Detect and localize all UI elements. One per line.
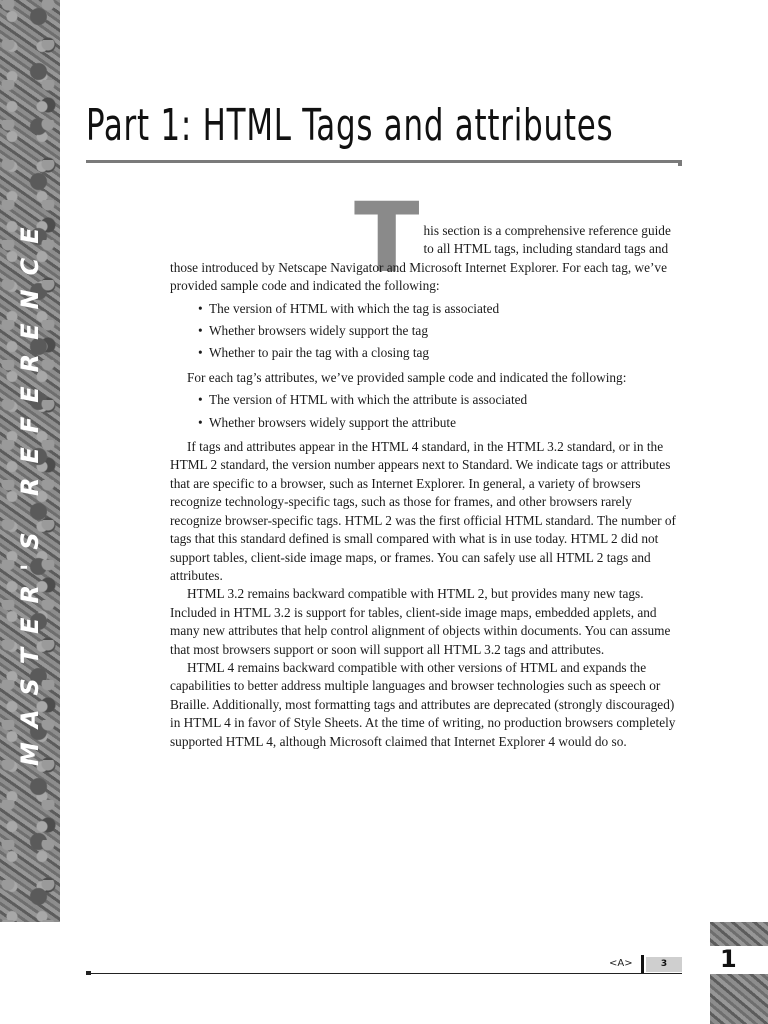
section-tab-number: 1 (720, 945, 737, 973)
heading-divider-tick (678, 160, 682, 166)
intro-text: his section is a comprehensive reference guide to all HTML tags, including standard tags and those introduced by Netscape Navigator and Microsoft Internet Explorer. For each tag, we’ve provided sample code and indicated the following: (170, 223, 671, 294)
section-tab-label-bg (710, 946, 768, 974)
heading-divider (86, 160, 682, 163)
page-number: 3 (646, 957, 682, 972)
paragraph: HTML 3.2 remains backward compatible with HTML 2, but provides many new tags. Included in HTML 3.2 is support for tables, client-side image maps, embedded applets, and many new attributes that help control alignment of objects within documents. You can assume that most browsers support or soon will support all HTML 3.2 tags and attributes. (170, 586, 671, 657)
paragraph: If tags and attributes appear in the HTML 4 standard, in the HTML 3.2 standard, or in the HTML 2 standard, the version number appears next to Standard. We indicate tags or attributes that are specific to a browser, such as Internet Explorer. In general, a variety of browsers recognize technology-specific tags, such as those for frames, and other browsers rarely recognize browser-specific tags. HTML 2 was the first official HTML standard. The number of tags that this standard defined is small compared with what is in use today. HTML 2 did not support tables, client-side image maps, or frames. You can safely use all HTML 2 tags and attributes. (170, 439, 676, 583)
list-item: • Whether browsers widely support the tag (198, 322, 682, 340)
attributes-intro: For each tag’s attributes, we’ve provided sample code and indicated the following: (187, 369, 627, 385)
intro-paragraph (170, 182, 682, 296)
sidebar-title: MASTER'S REFERENCE (16, 213, 44, 767)
footer-separator (641, 955, 644, 973)
footer-divider-tick (86, 971, 91, 975)
footer-section-tag: <A> (609, 958, 633, 969)
page-title: Part 1: HTML Tags and attributes (86, 100, 614, 151)
article-body (170, 182, 682, 751)
list-item: • The version of HTML with which the attribute is associated (198, 391, 682, 409)
tag-bullet-list (170, 300, 682, 363)
drop-cap: T (354, 182, 420, 294)
list-item: • Whether to pair the tag with a closing tag (198, 344, 682, 362)
footer-divider (86, 973, 682, 974)
paragraph: HTML 4 remains backward compatible with other versions of HTML and expands the capabilities to better address multiple languages and browser technologies such as speech or Braille. Additionally, most formatting tags and attributes are deprecated (strongly discouraged) in HTML 4 in favor of Style Sheets. At the time of writing, no production browsers completely supported HTML 4, although Microsoft claimed that Internet Explorer 4 would do so. (170, 659, 676, 749)
list-item: • The version of HTML with which the tag is associated (198, 300, 682, 318)
attribute-bullet-list (170, 391, 682, 432)
list-item: • Whether browsers widely support the attribute (198, 414, 682, 432)
